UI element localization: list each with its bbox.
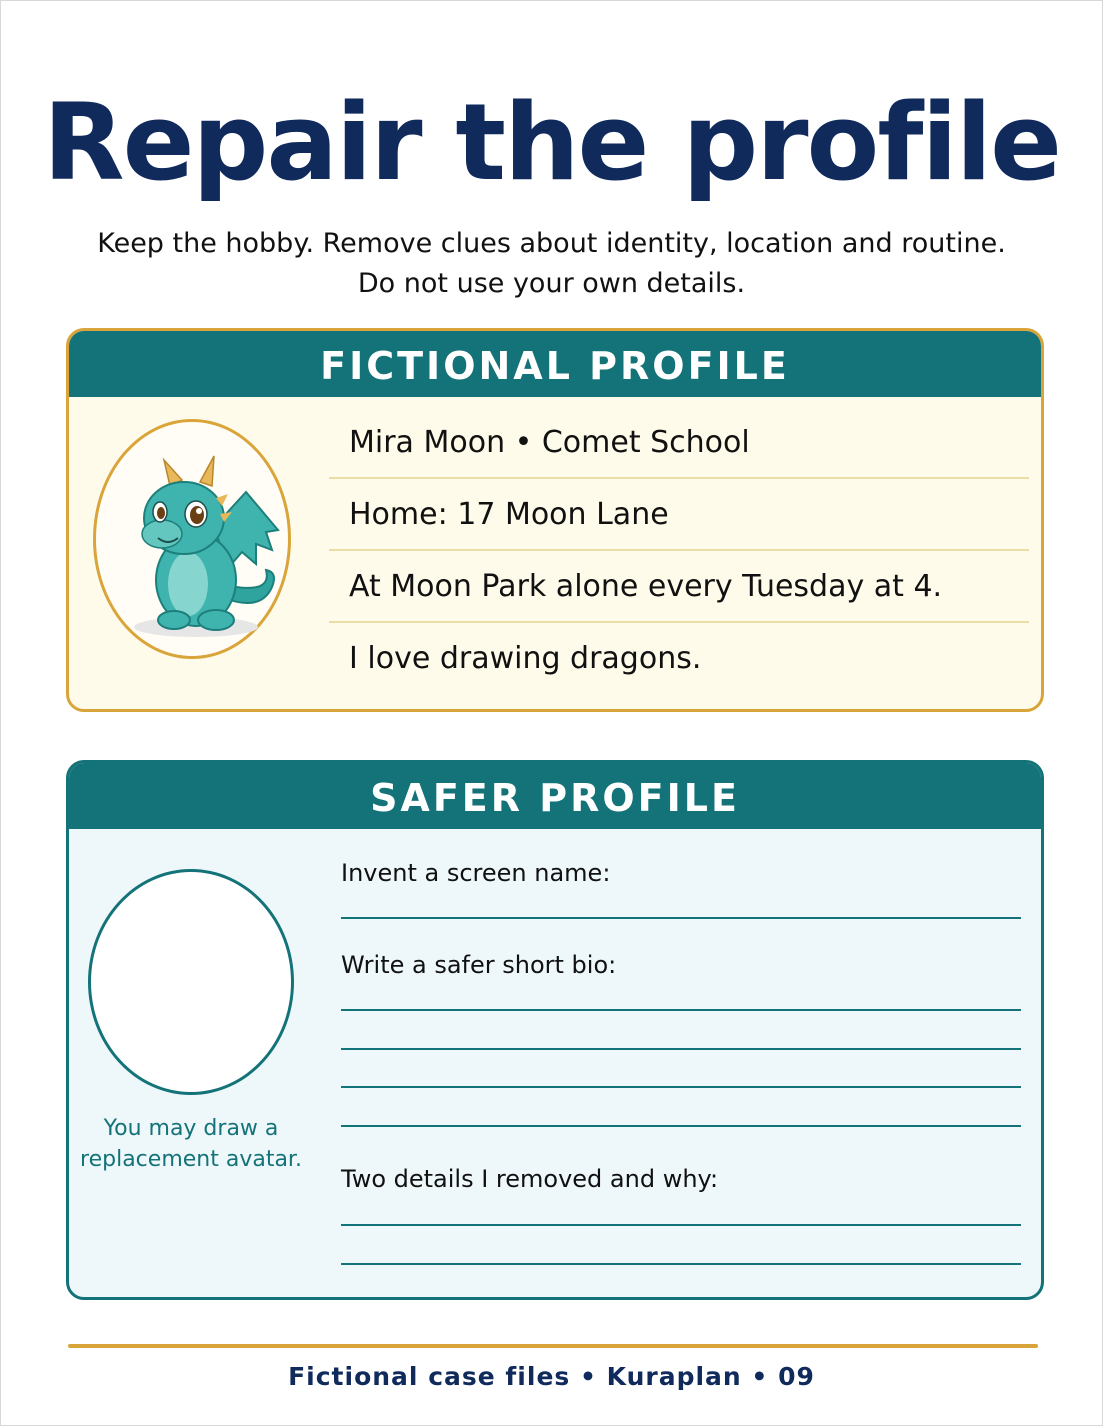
page-title: Repair the profile (42, 81, 1060, 204)
bio-answer-line[interactable] (341, 1125, 1021, 1127)
removed-details-answer-line[interactable] (341, 1224, 1021, 1226)
safer-profile-heading: SAFER PROFILE (69, 763, 1041, 829)
avatar-caption-line-1: You may draw a (103, 1116, 279, 1141)
avatar-caption-line-2: replacement avatar. (80, 1147, 302, 1172)
profile-name-school: Mira Moon • Comet School (329, 407, 1029, 479)
safer-profile-card (66, 760, 1044, 1300)
profile-routine: At Moon Park alone every Tuesday at 4. (329, 551, 1029, 623)
screen-name-prompt: Invent a screen name: (341, 859, 611, 887)
bio-prompt: Write a safer short bio: (341, 951, 617, 979)
profile-home-address: Home: 17 Moon Lane (329, 479, 1029, 551)
fictional-profile-heading: FICTIONAL PROFILE (69, 331, 1041, 397)
removed-details-answer-line[interactable] (341, 1263, 1021, 1265)
bio-answer-line[interactable] (341, 1086, 1021, 1088)
avatar-drawing-area[interactable] (88, 869, 294, 1095)
bio-answer-line[interactable] (341, 1009, 1021, 1011)
removed-details-prompt: Two details I removed and why: (341, 1165, 719, 1193)
footer-divider (68, 1344, 1038, 1348)
screen-name-answer-line[interactable] (341, 917, 1021, 919)
avatar-caption (77, 1113, 305, 1175)
fictional-avatar (93, 419, 291, 659)
dragon-icon (96, 422, 288, 656)
profile-hobby: I love drawing dragons. (349, 641, 702, 676)
instructions-line-2: Do not use your own details. (357, 268, 746, 299)
footer: Fictional case files • Kuraplan • 09 (288, 1362, 815, 1391)
bio-answer-line[interactable] (341, 1048, 1021, 1050)
instructions (0, 224, 1103, 304)
instructions-line-1: Keep the hobby. Remove clues about identity, location and routine. (97, 228, 1006, 259)
fictional-profile-card (66, 328, 1044, 712)
